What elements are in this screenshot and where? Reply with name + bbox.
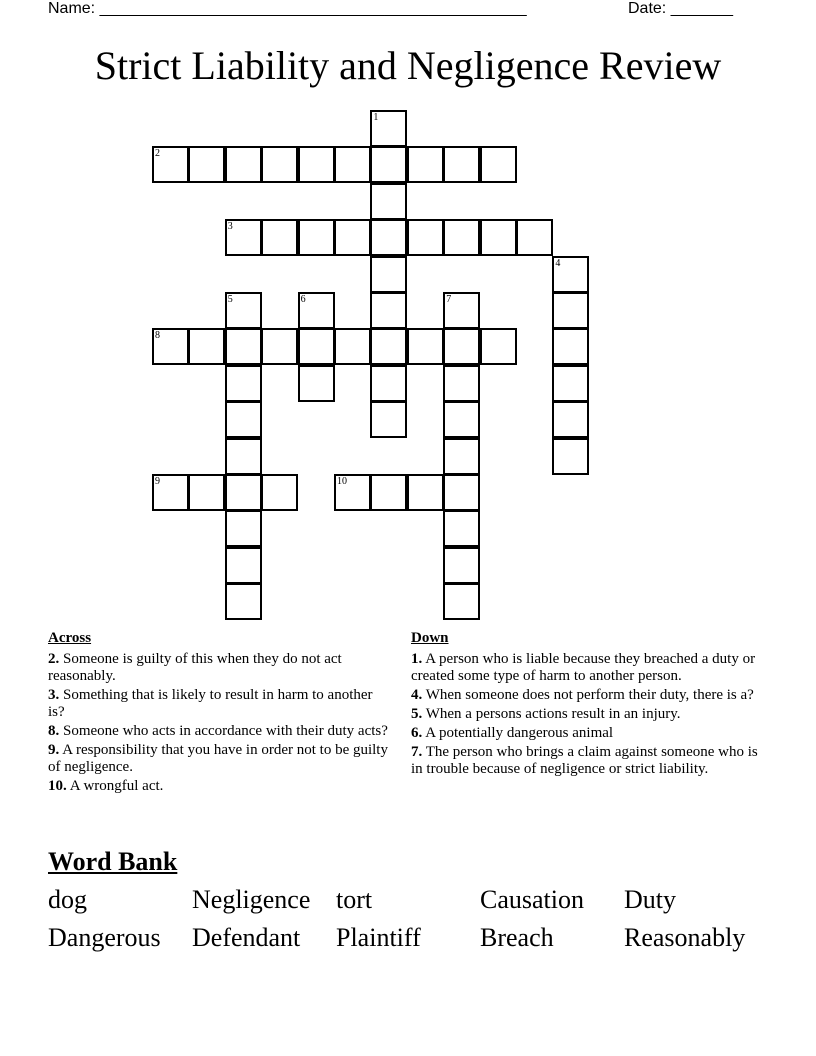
crossword-cell[interactable] xyxy=(225,365,262,402)
down-clue: 7. The person who brings a claim against someone who is in trouble because of negligence or strict liability. xyxy=(411,744,758,777)
crossword-cell[interactable] xyxy=(188,146,225,183)
crossword-cell[interactable] xyxy=(552,401,589,438)
crossword-cell[interactable] xyxy=(443,219,480,256)
crossword-cell[interactable] xyxy=(552,292,589,329)
crossword-cell[interactable] xyxy=(298,365,335,402)
crossword-cell[interactable] xyxy=(370,219,407,256)
crossword-cell[interactable] xyxy=(443,328,480,365)
crossword-cell[interactable] xyxy=(480,328,517,365)
word-bank-word: dog xyxy=(48,885,87,914)
across-clue: 8. Someone who acts in accordance with their duty acts? xyxy=(48,723,388,739)
word-bank-word: tort xyxy=(336,885,373,914)
date-field-label: Date: _______ xyxy=(628,0,733,17)
crossword-cell[interactable] xyxy=(370,256,407,293)
across-clues xyxy=(48,630,388,797)
clue-number: 3 xyxy=(227,221,233,233)
down-clue: 5. When a persons actions result in an injury. xyxy=(411,706,681,722)
word-bank-word: Dangerous xyxy=(48,923,161,952)
crossword-cell[interactable] xyxy=(225,146,262,183)
crossword-cell[interactable] xyxy=(188,328,225,365)
clue-number: 2 xyxy=(155,148,160,160)
across-clue: 9. A responsibility that you have in order not to be guilty of negligence. xyxy=(48,742,388,775)
across-clue: 10. A wrongful act. xyxy=(48,778,164,794)
crossword-cell[interactable] xyxy=(225,219,262,256)
crossword-cell[interactable] xyxy=(188,474,225,511)
crossword-cell[interactable] xyxy=(480,219,517,256)
clue-number: 7 xyxy=(446,294,452,305)
crossword-cell[interactable] xyxy=(225,583,262,620)
word-bank-word: Plaintiff xyxy=(336,923,421,952)
crossword-cell[interactable] xyxy=(334,328,371,365)
crossword-cell[interactable] xyxy=(298,219,335,256)
crossword-cell[interactable] xyxy=(443,365,480,402)
crossword-cell[interactable] xyxy=(225,401,262,438)
clue-number: 5 xyxy=(227,294,233,305)
crossword-cell[interactable] xyxy=(407,219,444,256)
across-clue: 3. Something that is likely to result in harm to another is? xyxy=(48,687,373,720)
across-heading: Across xyxy=(48,630,92,646)
down-clue: 1. A person who is liable because they breached a duty or created some type of harm to another person. xyxy=(411,651,756,684)
crossword-cell[interactable] xyxy=(407,474,444,511)
page-title: Strict Liability and Negligence Review xyxy=(94,43,722,88)
crossword-cell[interactable] xyxy=(152,474,189,511)
crossword-cell[interactable] xyxy=(261,219,298,256)
clue-number: 10 xyxy=(337,476,347,487)
crossword-cell[interactable] xyxy=(225,510,262,547)
crossword-cell[interactable] xyxy=(298,292,335,329)
crossword-cell[interactable] xyxy=(298,146,335,183)
down-clue: 4. When someone does not perform their duty, there is a? xyxy=(411,687,754,703)
word-bank-word: Reasonably xyxy=(624,923,746,952)
crossword-cell[interactable] xyxy=(225,328,262,365)
word-bank-word: Defendant xyxy=(192,923,301,952)
crossword-cell[interactable] xyxy=(443,583,480,620)
crossword-cell[interactable] xyxy=(370,110,407,147)
crossword-cell[interactable] xyxy=(261,474,298,511)
crossword-cell[interactable] xyxy=(370,365,407,402)
crossword-cell[interactable] xyxy=(370,401,407,438)
crossword-cell[interactable] xyxy=(443,547,480,584)
crossword-cell[interactable] xyxy=(480,146,517,183)
clue-number: 6 xyxy=(300,294,306,305)
crossword-cell[interactable] xyxy=(407,146,444,183)
word-bank-word: Breach xyxy=(480,923,554,952)
crossword-cell[interactable] xyxy=(443,438,480,475)
word-bank-word: Causation xyxy=(480,885,584,914)
crossword-cell[interactable] xyxy=(152,146,189,183)
down-clue: 6. A potentially dangerous animal xyxy=(411,725,614,741)
crossword-cell[interactable] xyxy=(370,146,407,183)
word-bank-title: Word Bank xyxy=(48,847,178,876)
crossword-cell[interactable] xyxy=(552,328,589,365)
crossword-cell[interactable] xyxy=(334,474,371,511)
crossword-cell[interactable] xyxy=(443,146,480,183)
name-field-label: Name: ________________________________________________ xyxy=(48,0,527,17)
down-clues xyxy=(411,630,771,780)
clue-number: 8 xyxy=(155,330,160,342)
crossword-cell[interactable] xyxy=(370,474,407,511)
clue-number: 4 xyxy=(555,257,561,269)
crossword-cell[interactable] xyxy=(225,547,262,584)
crossword-cell[interactable] xyxy=(225,438,262,475)
crossword-cell[interactable] xyxy=(225,474,262,511)
crossword-cell[interactable] xyxy=(298,328,335,365)
crossword-cell[interactable] xyxy=(370,328,407,365)
word-bank-word: Negligence xyxy=(192,885,311,914)
crossword-cell[interactable] xyxy=(443,474,480,511)
crossword-cell[interactable] xyxy=(552,438,589,475)
across-clue: 2. Someone is guilty of this when they do not act reasonably. xyxy=(48,651,342,684)
crossword-cell[interactable] xyxy=(261,146,298,183)
crossword-cell[interactable] xyxy=(334,146,371,183)
crossword-cell[interactable] xyxy=(370,183,407,220)
crossword-cell[interactable] xyxy=(261,328,298,365)
crossword-cell[interactable] xyxy=(516,219,553,256)
crossword-cell[interactable] xyxy=(552,365,589,402)
crossword-cell[interactable] xyxy=(443,292,480,329)
crossword-cell[interactable] xyxy=(225,292,262,329)
word-bank-word: Duty xyxy=(624,885,676,914)
crossword-cell[interactable] xyxy=(552,256,589,293)
clue-number: 9 xyxy=(155,476,160,487)
crossword-cell[interactable] xyxy=(443,510,480,547)
down-heading: Down xyxy=(411,630,449,646)
clue-number: 1 xyxy=(373,112,379,123)
crossword-cell[interactable] xyxy=(152,328,189,365)
crossword-cell[interactable] xyxy=(370,292,407,329)
crossword-cell[interactable] xyxy=(443,401,480,438)
crossword-cell[interactable] xyxy=(407,328,444,365)
crossword-cell[interactable] xyxy=(334,219,371,256)
